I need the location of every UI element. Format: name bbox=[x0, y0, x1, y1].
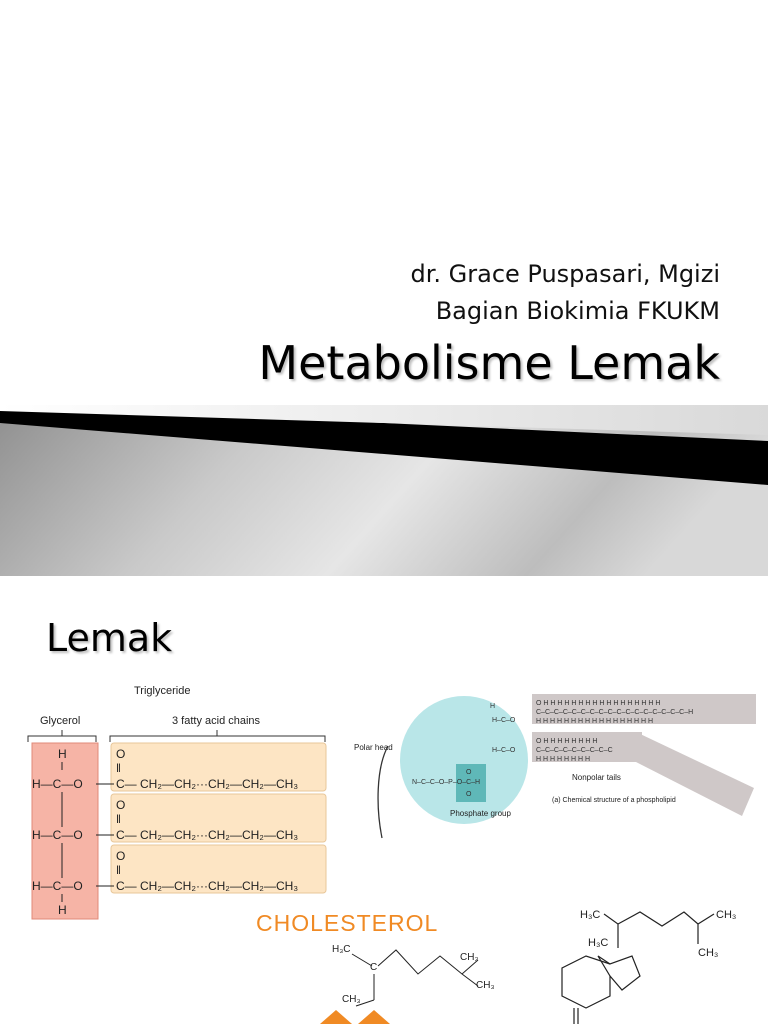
svg-text:CH₃: CH₃ bbox=[716, 909, 737, 921]
nonpolar-tails-label: Nonpolar tails bbox=[572, 773, 621, 782]
svg-text:C—: C— bbox=[116, 879, 137, 893]
svg-text:H H H H H H H H H H H H H H H: H H H H H H H H H H H H H H H H H bbox=[536, 718, 654, 725]
svg-text:H: H bbox=[58, 903, 67, 917]
phospholipid-caption: (a) Chemical structure of a phospholipid bbox=[552, 797, 676, 804]
chain-formula: CH₂—CH₂···CH₂—CH₂—CH₃ bbox=[140, 777, 299, 791]
svg-text:O: O bbox=[466, 769, 472, 776]
triglyceride-heading: Triglyceride bbox=[134, 685, 191, 697]
svg-text:‖: ‖ bbox=[116, 863, 121, 877]
svg-text:C—: C— bbox=[116, 828, 137, 842]
content-slide bbox=[0, 576, 768, 1024]
chain-formula: CH₂—CH₂···CH₂—CH₂—CH₃ bbox=[140, 828, 299, 842]
svg-text:O: O bbox=[116, 849, 126, 863]
svg-text:H—C—O: H—C—O bbox=[32, 828, 83, 842]
slide-title: Metabolisme Lemak bbox=[258, 336, 720, 390]
polar-head-label: Polar head bbox=[354, 743, 393, 752]
svg-text:CH₃: CH₃ bbox=[342, 994, 361, 1005]
svg-text:‖: ‖ bbox=[116, 812, 121, 826]
svg-text:H—C—O: H—C—O bbox=[32, 777, 83, 791]
decorative-band bbox=[0, 405, 768, 576]
svg-text:N–C–C–O–P–O–C–H: N–C–C–O–P–O–C–H bbox=[412, 779, 481, 786]
author-name: dr. Grace Puspasari, Mgizi bbox=[410, 260, 720, 288]
svg-text:H—C—O: H—C—O bbox=[32, 879, 83, 893]
svg-text:H: H bbox=[490, 703, 496, 710]
glycerol-label: Glycerol bbox=[40, 715, 81, 727]
chain-formula: CH₂—CH₂···CH₂—CH₂—CH₃ bbox=[140, 879, 299, 893]
svg-text:C—: C— bbox=[116, 777, 137, 791]
svg-text:O H H H H H H H H: O H H H H H H H H bbox=[536, 738, 598, 745]
svg-text:C–C–C–C–C–C–C–C–C: C–C–C–C–C–C–C–C–C bbox=[536, 747, 613, 754]
steroid-structure bbox=[548, 904, 768, 1024]
svg-text:O: O bbox=[466, 791, 472, 798]
svg-text:H₃C: H₃C bbox=[580, 909, 601, 921]
svg-text:O H H H H H H H H H H H H H H: O H H H H H H H H H H H H H H H H H bbox=[536, 700, 661, 707]
svg-text:H–C–O: H–C–O bbox=[492, 717, 516, 724]
svg-text:O: O bbox=[116, 798, 126, 812]
svg-text:CH₃: CH₃ bbox=[476, 980, 495, 991]
phosphate-group-label: Phosphate group bbox=[450, 809, 511, 818]
svg-text:H H H H H H H H: H H H H H H H H bbox=[536, 756, 591, 763]
triglyceride-figure bbox=[22, 680, 332, 929]
cholesterol-structure bbox=[300, 940, 510, 1024]
svg-text:H–C–O: H–C–O bbox=[492, 747, 516, 754]
cholesterol-title: CHOLESTEROL bbox=[256, 910, 439, 936]
polar-head-circle bbox=[400, 696, 528, 824]
svg-text:CH₃: CH₃ bbox=[460, 952, 479, 963]
svg-text:C–C–C–C–C–C–C–C–C–C–C–C–C–C–C–: C–C–C–C–C–C–C–C–C–C–C–C–C–C–C–C–C–H bbox=[536, 709, 694, 716]
author-department: Bagian Biokimia FKUKM bbox=[435, 297, 720, 325]
svg-text:H: H bbox=[58, 747, 67, 761]
svg-text:‖: ‖ bbox=[116, 761, 121, 775]
slide-heading: Lemak bbox=[46, 616, 173, 660]
svg-text:CH₃: CH₃ bbox=[698, 947, 719, 959]
svg-text:C: C bbox=[370, 962, 378, 973]
svg-text:H₃C: H₃C bbox=[332, 944, 351, 955]
phospholipid-figure bbox=[346, 688, 760, 856]
svg-text:H₃C: H₃C bbox=[588, 937, 609, 949]
fatty-acid-chains-label: 3 fatty acid chains bbox=[172, 715, 261, 727]
svg-text:O: O bbox=[116, 747, 126, 761]
